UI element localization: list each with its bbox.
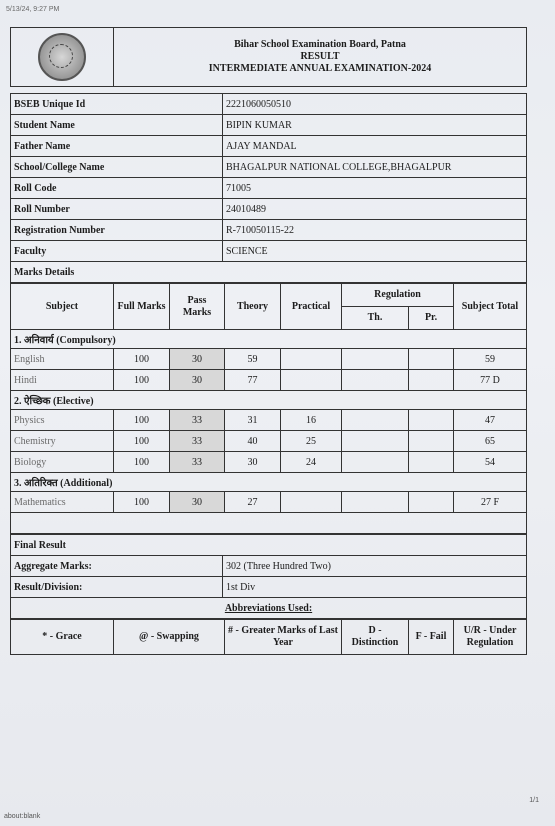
theory-marks: 77 [225,370,281,391]
spacer-row [11,513,527,534]
final-table [10,534,527,619]
name-label: Student Name [11,115,223,136]
subject-total: 47 [454,410,527,431]
col-subject: Subject [11,284,114,330]
pass-marks: 33 [170,410,225,431]
registration-label: Registration Number [11,220,223,241]
theory-marks: 27 [225,492,281,513]
full-marks: 100 [114,370,170,391]
marks-table [10,283,527,534]
col-reg-th: Th. [342,307,409,330]
faculty-value: SCIENCE [223,241,527,262]
full-marks: 100 [114,349,170,370]
regulation-th [342,431,409,452]
section-additional: 3. अतिरिक्त (Additional) [11,473,527,492]
student-info-table [10,93,527,283]
abbr-fail: F - Fail [409,620,454,655]
father-value: AJAY MANDAL [223,136,527,157]
theory-marks: 30 [225,452,281,473]
full-marks: 100 [114,452,170,473]
col-full-marks: Full Marks [114,284,170,330]
full-marks: 100 [114,410,170,431]
subject-total: 65 [454,431,527,452]
abbreviations-title: Abbreviations Used: [11,598,527,619]
print-timestamp: 5/13/24, 9:27 PM [6,6,60,13]
registration-value: R-710050115-22 [223,220,527,241]
board-name: Bihar School Examination Board, Patna [234,39,406,50]
full-marks: 100 [114,431,170,452]
seal-cell [11,28,114,87]
practical-marks [281,370,342,391]
regulation-th [342,410,409,431]
faculty-label: Faculty [11,241,223,262]
pass-marks: 33 [170,452,225,473]
theory-marks: 31 [225,410,281,431]
page-number: 1/1 [529,797,539,804]
theory-marks: 59 [225,349,281,370]
division-value: 1st Div [223,577,527,598]
final-result-label: Final Result [11,535,527,556]
marks-row [11,492,527,513]
practical-marks: 16 [281,410,342,431]
marks-row [11,431,527,452]
col-reg-pr: Pr. [409,307,454,330]
regulation-th [342,370,409,391]
subject-name: Biology [11,452,114,473]
roll-number-value: 24010489 [223,199,527,220]
additional-rows [11,492,527,513]
pass-marks: 30 [170,370,225,391]
subject-name: Chemistry [11,431,114,452]
marks-details-label: Marks Details [11,262,527,283]
subject-name: Mathematics [11,492,114,513]
marks-row [11,349,527,370]
roll-code-label: Roll Code [11,178,223,199]
section-elective: 2. ऐच्छिक (Elective) [11,391,527,410]
pass-marks: 30 [170,492,225,513]
abbr-swapping: @ - Swapping [114,620,225,655]
subject-name: Physics [11,410,114,431]
regulation-pr [409,452,454,473]
regulation-th [342,492,409,513]
subject-total: 27 F [454,492,527,513]
header-table [10,27,527,87]
abbr-under-regulation: U/R - Under Regulation [454,620,527,655]
theory-marks: 40 [225,431,281,452]
col-practical: Practical [281,284,342,330]
abbr-greater-marks: # - Greater Marks of Last Year [225,620,342,655]
school-label: School/College Name [11,157,223,178]
col-pass-marks: Pass Marks [170,284,225,330]
subject-name: English [11,349,114,370]
practical-marks: 24 [281,452,342,473]
regulation-th [342,452,409,473]
marks-row [11,452,527,473]
subject-name: Hindi [11,370,114,391]
subject-total: 59 [454,349,527,370]
abbr-grace: * - Grace [11,620,114,655]
result-title: RESULT [300,51,340,62]
abbreviations-table [10,619,527,655]
name-value: BIPIN KUMAR [223,115,527,136]
uid-value: 2221060050510 [223,94,527,115]
col-theory: Theory [225,284,281,330]
marks-row [11,370,527,391]
roll-code-value: 71005 [223,178,527,199]
subject-total: 77 D [454,370,527,391]
father-label: Father Name [11,136,223,157]
compulsory-rows [11,349,527,391]
header-text [114,28,527,87]
col-subject-total: Subject Total [454,284,527,330]
footer-url: about:blank [4,813,41,820]
exam-title: INTERMEDIATE ANNUAL EXAMINATION-2024 [208,63,432,74]
regulation-pr [409,370,454,391]
regulation-pr [409,410,454,431]
uid-label: BSEB Unique Id [11,94,223,115]
division-label: Result/Division: [11,577,223,598]
abbr-distinction: D - Distinction [342,620,409,655]
regulation-th [342,349,409,370]
aggregate-label: Aggregate Marks: [11,556,223,577]
full-marks: 100 [114,492,170,513]
practical-marks [281,349,342,370]
pass-marks: 33 [170,431,225,452]
roll-number-label: Roll Number [11,199,223,220]
regulation-pr [409,492,454,513]
col-regulation: Regulation [342,284,454,307]
regulation-pr [409,431,454,452]
result-sheet [10,27,527,655]
practical-marks [281,492,342,513]
marks-row [11,410,527,431]
bseb-seal-icon [38,33,86,81]
school-value: BHAGALPUR NATIONAL COLLEGE,BHAGALPUR [223,157,527,178]
pass-marks: 30 [170,349,225,370]
aggregate-value: 302 (Three Hundred Two) [223,556,527,577]
practical-marks: 25 [281,431,342,452]
elective-rows [11,410,527,473]
subject-total: 54 [454,452,527,473]
regulation-pr [409,349,454,370]
section-compulsory: 1. अनिवार्य (Compulsory) [11,330,527,349]
